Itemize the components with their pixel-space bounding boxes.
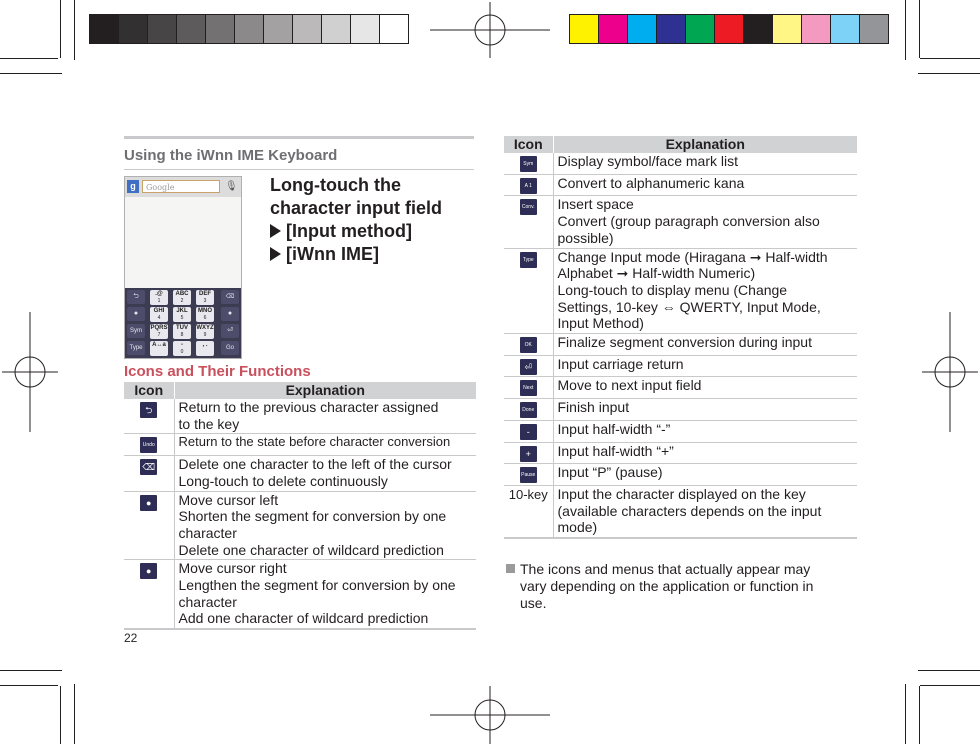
table-row (504, 334, 857, 356)
phone-search-bar (125, 177, 241, 197)
color-swatch (205, 14, 235, 44)
phone-key (150, 307, 168, 322)
table-row (504, 153, 857, 174)
table-row (504, 420, 857, 442)
sym-key: Sym (127, 324, 145, 338)
instruction-line: Long-touch the (270, 175, 401, 195)
enter-icon: ⏎ (520, 359, 537, 375)
mic-icon: 🎙 (225, 181, 238, 192)
pause-icon: Pause (520, 467, 537, 483)
color-swatch (147, 14, 177, 44)
explanation-cell (553, 377, 857, 399)
crop-mark (919, 686, 920, 744)
phone-key-number: 6 (203, 315, 207, 321)
color-swatch (263, 14, 293, 44)
icon-cell (124, 560, 174, 629)
phone-keyboard (125, 288, 241, 358)
icons-section-title: Icons and Their Functions (124, 363, 311, 380)
explanation-line: Input Method) (557, 315, 644, 332)
phone-key-number: 0 (180, 349, 184, 355)
step-arrow-icon (270, 247, 281, 261)
icon-cell (504, 355, 553, 377)
explanation-line: character (178, 524, 237, 541)
explanation-cell (174, 560, 476, 629)
registration-mark (2, 312, 58, 432)
instruction-line: character input field (270, 198, 443, 218)
explanation-line: Delete one character to the left of the cursor (178, 456, 452, 473)
crop-mark (0, 58, 58, 59)
table-row (504, 442, 857, 464)
color-swatch (627, 14, 657, 44)
instruction-step (270, 243, 475, 266)
explanation-cell (174, 456, 476, 491)
explanation-line: Lengthen the segment for conversion by one (178, 577, 456, 594)
explanation-cell (174, 491, 476, 560)
crop-mark (74, 684, 75, 744)
phone-key-number: 4 (157, 315, 161, 321)
table-row (504, 377, 857, 399)
phone-key-label: WXYZ (196, 325, 214, 331)
instruction-step-text: [iWnn IME] (286, 244, 379, 264)
icons-table-right (504, 136, 857, 539)
color-swatch (598, 14, 628, 44)
explanation-line: Input “P” (pause) (557, 464, 663, 481)
phone-key-label: ABC (175, 291, 189, 297)
crop-mark (918, 73, 980, 74)
phone-key-label: , . (202, 342, 208, 348)
explanation-line: Return to the previous character assigned (178, 399, 439, 415)
phone-key-number: 2 (180, 298, 184, 304)
icon-cell (504, 377, 553, 399)
table-row (504, 196, 857, 248)
explanation-line: (available characters depends on the input (557, 502, 822, 519)
phone-screenshot (124, 176, 242, 359)
color-swatch (685, 14, 715, 44)
explanation-line: Display symbol/face mark list (557, 153, 738, 169)
phone-key-number: 5 (180, 315, 184, 321)
explanation-cell (174, 399, 476, 434)
crop-mark (905, 0, 906, 60)
color-swatch (714, 14, 744, 44)
hyphen-icon: - (520, 424, 537, 440)
table-row (504, 464, 857, 486)
explanation-cell (553, 420, 857, 442)
type-icon: Type (520, 252, 537, 268)
phone-key-label: MNO (198, 308, 212, 314)
color-swatch (350, 14, 380, 44)
explanation-line: Finalize segment conversion during input (557, 334, 812, 351)
delete-icon: ⌫ (140, 459, 157, 475)
done-icon: Done (520, 402, 537, 418)
next-icon: Next (520, 380, 537, 396)
phone-key (196, 290, 214, 305)
crop-mark (0, 73, 62, 74)
crop-mark (0, 685, 58, 686)
column-header-icon: Icon (124, 382, 174, 399)
phone-key-number: 1 (157, 298, 161, 304)
alphanumeric-kana-icon: A 1 (520, 178, 537, 194)
phone-key (150, 341, 168, 356)
explanation-line: Input the character displayed on the key (557, 485, 806, 502)
delete-icon: ⌫ (225, 294, 235, 300)
explanation-cell (553, 153, 857, 174)
explanation-cell (553, 174, 857, 196)
icon-cell (124, 434, 174, 456)
instruction-step-text: [Input method] (286, 221, 412, 241)
step-arrow-icon (270, 224, 281, 238)
google-logo-icon: g (127, 180, 139, 193)
phone-key-number: 7 (157, 332, 161, 338)
go-key: Go (221, 341, 239, 355)
icon-cell (504, 420, 553, 442)
color-swatch (859, 14, 889, 44)
icon-cell (124, 456, 174, 491)
color-swatch (321, 14, 351, 44)
color-swatch (234, 14, 264, 44)
icon-cell: 10-key (504, 485, 553, 538)
color-swatch (176, 14, 206, 44)
phone-key-label: .@ (155, 291, 163, 297)
cursor-left-icon: ● (127, 307, 145, 321)
explanation-line: Move cursor left (178, 491, 279, 508)
icon-cell (124, 491, 174, 560)
note-line: use. (520, 595, 547, 611)
icon-cell (504, 248, 553, 334)
explanation-line: character (178, 593, 237, 610)
color-swatch (292, 14, 322, 44)
enter-icon: ⏎ (221, 324, 239, 338)
color-swatch (772, 14, 802, 44)
table-row (504, 399, 857, 421)
sym-icon: Sym (520, 156, 537, 172)
icon-cell (504, 196, 553, 248)
column-header-explanation: Explanation (553, 136, 857, 153)
explanation-line: Input half-width “+” (557, 442, 674, 459)
page-number: 22 (124, 631, 138, 645)
cursor-right-icon: ● (140, 563, 157, 579)
note-line: vary depending on the application or function in (520, 578, 814, 594)
explanation-cell (553, 355, 857, 377)
icon-cell (504, 334, 553, 356)
section-title: Using the iWnn IME Keyboard (124, 136, 474, 170)
column-header-icon: Icon (504, 136, 553, 153)
explanation-line: Return to the state before character conversion (178, 434, 451, 450)
icon-cell (124, 399, 174, 434)
registration-mark (922, 312, 978, 432)
crop-mark (920, 685, 980, 686)
explanation-cell (174, 434, 476, 456)
crop-mark (0, 670, 62, 671)
table-row (504, 485, 857, 538)
explanation-line: Alphabet ➞ Half-width Numeric) (557, 265, 756, 282)
explanation-cell (553, 334, 857, 356)
phone-key (150, 324, 168, 339)
cursor-right-icon: ● (221, 307, 239, 321)
phone-key-label: JKL (176, 308, 188, 314)
icons-table-left (124, 382, 476, 630)
color-swatch (656, 14, 686, 44)
undo-icon: Undo (140, 437, 157, 453)
phone-key (196, 307, 214, 322)
explanation-line: Change Input mode (Hiragana ➞ Half-width (557, 248, 828, 265)
back-arrow-icon: ⮌ (140, 402, 157, 418)
registration-mark (430, 2, 550, 58)
explanation-cell (553, 442, 857, 464)
crop-mark (60, 0, 61, 58)
phone-key (150, 290, 168, 305)
explanation-cell (553, 248, 857, 334)
phone-key (196, 341, 214, 356)
table-row (504, 174, 857, 196)
explanation-line: Long-touch to display menu (Change (557, 281, 788, 298)
explanation-line: Shorten the segment for conversion by one (178, 508, 447, 525)
crop-mark (919, 0, 920, 58)
phone-key (173, 290, 191, 305)
color-swatch (743, 14, 773, 44)
explanation-cell (553, 399, 857, 421)
phone-key (173, 341, 191, 356)
color-swatch (118, 14, 148, 44)
note (506, 561, 846, 612)
phone-key-label: A↔a (152, 342, 166, 348)
explanation-line: mode) (557, 519, 598, 536)
explanation-line: Insert space (557, 196, 634, 213)
crop-mark (74, 0, 75, 60)
color-swatch (801, 14, 831, 44)
phone-key (196, 324, 214, 339)
explanation-cell (553, 485, 857, 538)
explanation-line: Move cursor right (178, 560, 287, 577)
crop-mark (918, 670, 980, 671)
explanation-line: possible) (557, 229, 614, 246)
delete-key (221, 290, 239, 304)
color-swatch (569, 14, 599, 44)
icon-cell (504, 174, 553, 196)
phone-key-label: TUV (176, 325, 188, 331)
table-row (124, 560, 476, 629)
registration-mark (430, 686, 550, 744)
ok-icon: OK (520, 337, 537, 353)
phone-key-number: 9 (203, 332, 207, 338)
color-swatch (89, 14, 119, 44)
table-row (124, 399, 476, 434)
explanation-line: Input half-width “-” (557, 420, 671, 437)
icon-cell (504, 464, 553, 486)
explanation-line: Add one character of wildcard prediction (178, 610, 429, 627)
note-text (506, 561, 846, 612)
color-swatch (830, 14, 860, 44)
column-header-explanation: Explanation (174, 382, 476, 399)
phone-key-label: DEF (199, 291, 211, 297)
note-bullet-icon (506, 564, 515, 573)
crop-mark (60, 686, 61, 744)
phone-key-label: PQRS (150, 325, 168, 331)
phone-screen-area (125, 197, 241, 288)
plus-icon: + (520, 446, 537, 462)
explanation-cell (553, 196, 857, 248)
explanation-cell (553, 464, 857, 486)
cursor-left-icon: ● (140, 495, 157, 511)
icon-cell (504, 442, 553, 464)
back-arrow-icon: ⮌ (127, 290, 145, 304)
icon-cell (504, 399, 553, 421)
explanation-line: Input carriage return (557, 355, 684, 372)
explanation-line: Convert to alphanumeric kana (557, 174, 745, 191)
phone-key-label: - (181, 342, 183, 348)
explanation-line: Long-touch to delete continuously (178, 472, 388, 489)
explanation-line: Delete one character of wildcard prediction (178, 541, 444, 558)
table-row (504, 248, 857, 334)
color-swatch (379, 14, 409, 44)
table-row (124, 491, 476, 560)
icon-cell (504, 153, 553, 174)
type-key: Type (127, 341, 145, 355)
table-row (124, 456, 476, 491)
instructions (270, 174, 475, 266)
explanation-line: Settings, 10-key ⇔ QWERTY, Input Mode, (557, 298, 821, 315)
note-line: The icons and menus that actually appear may (520, 561, 811, 577)
explanation-line: Finish input (557, 399, 630, 416)
crop-mark (905, 684, 906, 744)
phone-key (173, 324, 191, 339)
phone-key (173, 307, 191, 322)
space-conv-icon: Conv. (520, 199, 537, 215)
table-row (124, 434, 476, 456)
phone-key-number: 8 (180, 332, 184, 338)
phone-key-label: GHI (153, 308, 165, 314)
explanation-line: Convert (group paragraph conversion also (557, 213, 820, 230)
instruction-step (270, 220, 475, 243)
phone-key-number: 3 (203, 298, 207, 304)
table-row (504, 355, 857, 377)
explanation-line: to the key (178, 415, 240, 432)
phone-search-box: Google (142, 180, 220, 193)
crop-mark (920, 58, 980, 59)
explanation-line: Move to next input field (557, 377, 702, 394)
